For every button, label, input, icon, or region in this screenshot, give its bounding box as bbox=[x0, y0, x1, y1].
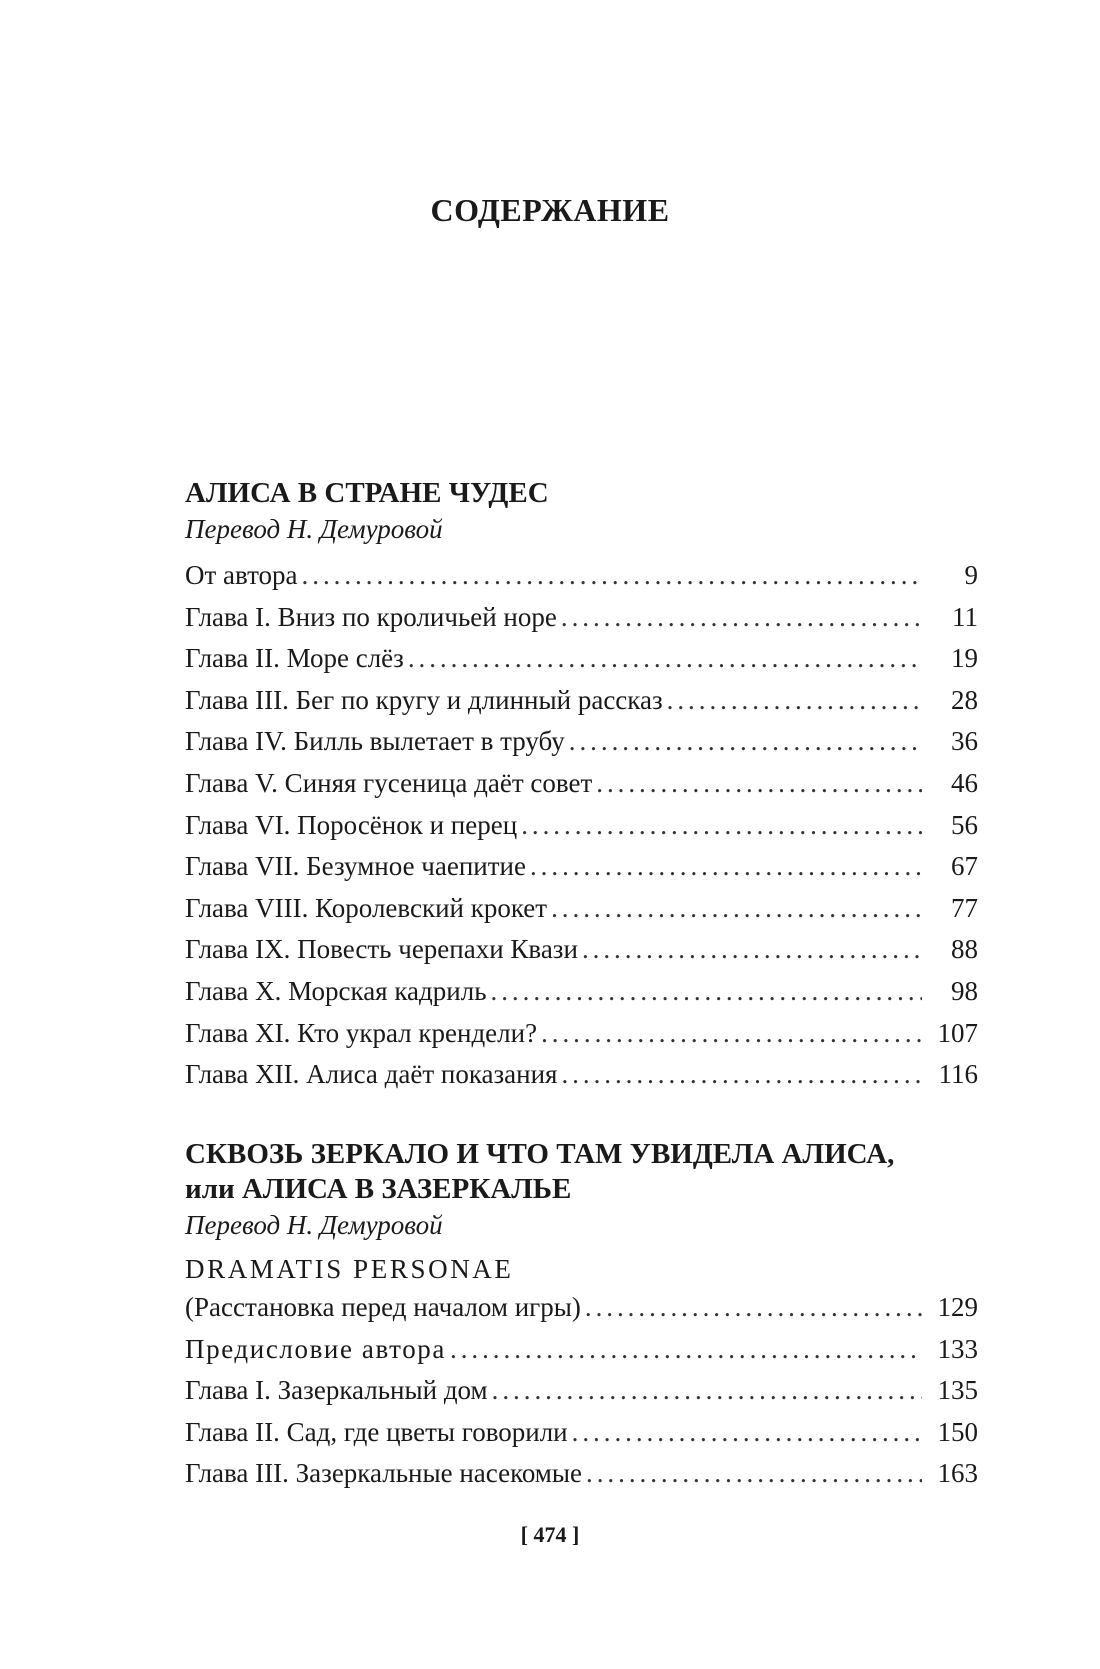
entry-page-number: 116 bbox=[938, 1059, 978, 1090]
entry-page-number: 77 bbox=[951, 892, 978, 923]
entry-label: Глава VIII. Королевский крокет bbox=[185, 892, 548, 923]
entry-page-number: 133 bbox=[937, 1333, 978, 1364]
entry-page-number: 9 bbox=[964, 560, 978, 590]
toc-entry[interactable] bbox=[185, 721, 978, 763]
section-subtitle: или АЛИСА В ЗАЗЕРКАЛЬЕ bbox=[185, 1173, 572, 1205]
entry-label: Глава II. Сад, где цветы говорили bbox=[185, 1416, 568, 1447]
entry-page-number: 11 bbox=[952, 601, 978, 632]
toc-section-wonderland bbox=[185, 476, 978, 1096]
dot-leader bbox=[596, 763, 922, 805]
entry-label: Глава XI. Кто украл крендели? bbox=[185, 1017, 538, 1048]
toc-entry[interactable] bbox=[185, 555, 978, 597]
section-title: СКВОЗЬ ЗЕРКАЛО И ЧТО ТАМ УВИДЕЛА АЛИСА, bbox=[185, 1138, 895, 1170]
entry-page-number: 46 bbox=[951, 767, 978, 798]
entry-label: Глава I. Вниз по кроличьей норе bbox=[185, 601, 557, 632]
toc-entry[interactable] bbox=[185, 638, 978, 680]
section-title: АЛИСА В СТРАНЕ ЧУДЕС bbox=[185, 477, 549, 509]
entry-page-number: 98 bbox=[951, 975, 978, 1006]
toc-entry[interactable] bbox=[185, 1370, 978, 1412]
dot-leader bbox=[530, 846, 922, 888]
dot-leader bbox=[450, 1329, 922, 1371]
toc-entry[interactable] bbox=[185, 1329, 978, 1371]
entry-page-number: 88 bbox=[951, 934, 978, 965]
entry-label: Предисловие автора bbox=[185, 1333, 446, 1364]
toc-entry[interactable] bbox=[185, 1453, 978, 1495]
entry-page-number: 67 bbox=[951, 851, 978, 882]
dot-leader bbox=[521, 805, 922, 847]
entry-label: Глава V. Синяя гусеница даёт совет bbox=[185, 767, 593, 798]
toc-entry[interactable] bbox=[185, 1054, 978, 1096]
dot-leader bbox=[667, 680, 922, 722]
entry-label: Глава XII. Алиса даёт показания bbox=[185, 1059, 558, 1090]
entry-label: Глава X. Морская кадриль bbox=[185, 975, 487, 1006]
entry-label: Глава I. Зазеркальный дом bbox=[185, 1375, 488, 1406]
entry-label: Глава VI. Поросёнок и перец bbox=[185, 809, 518, 840]
toc-entry[interactable] bbox=[185, 1287, 978, 1329]
toc-entry[interactable] bbox=[185, 846, 978, 888]
entry-page-number: 28 bbox=[951, 684, 978, 715]
entry-label: Глава III. Зазеркальные насекомые bbox=[185, 1458, 583, 1489]
entry-page-number: 135 bbox=[937, 1375, 978, 1406]
entry-label: От автора bbox=[185, 560, 298, 590]
toc-entry[interactable] bbox=[185, 1412, 978, 1454]
entry-label: (Расстановка перед началом игры) bbox=[185, 1292, 581, 1322]
toc-entry[interactable] bbox=[185, 763, 978, 805]
entry-page-number: 129 bbox=[937, 1292, 978, 1322]
translator-credit: Перевод Н. Демуровой bbox=[185, 1210, 443, 1240]
entry-label: Глава II. Море слёз bbox=[185, 643, 404, 674]
dot-leader bbox=[551, 888, 922, 930]
dot-leader bbox=[586, 1453, 922, 1495]
toc-entry[interactable] bbox=[185, 680, 978, 722]
dramatis-personae-heading: DRAMATIS PERSONAE bbox=[185, 1254, 514, 1284]
dot-leader bbox=[561, 597, 922, 639]
dot-leader bbox=[572, 1412, 922, 1454]
dot-leader bbox=[582, 929, 922, 971]
entry-page-number: 19 bbox=[951, 643, 978, 674]
toc-entries bbox=[185, 1287, 978, 1495]
entry-label: Глава III. Бег по кругу и длинный рассказ bbox=[185, 684, 663, 715]
dot-leader bbox=[408, 638, 922, 680]
dot-leader bbox=[561, 1054, 922, 1096]
dot-leader bbox=[302, 555, 922, 597]
toc-entry[interactable] bbox=[185, 597, 978, 639]
entry-page-number: 150 bbox=[937, 1416, 978, 1447]
entry-page-number: 56 bbox=[951, 809, 978, 840]
toc-entry[interactable] bbox=[185, 1013, 978, 1055]
toc-entry[interactable] bbox=[185, 971, 978, 1013]
translator-credit: Перевод Н. Демуровой bbox=[185, 514, 443, 544]
toc-entry[interactable] bbox=[185, 805, 978, 847]
page-number: [ 474 ] bbox=[520, 1522, 580, 1547]
dot-leader bbox=[569, 721, 922, 763]
dot-leader bbox=[585, 1287, 922, 1329]
entry-page-number: 107 bbox=[937, 1017, 978, 1048]
toc-entries bbox=[185, 555, 978, 1096]
entry-label: Глава IX. Повесть черепахи Квази bbox=[185, 934, 578, 965]
entry-label: Глава IV. Билль вылетает в трубу bbox=[185, 726, 565, 757]
page-title: СОДЕРЖАНИЕ bbox=[430, 192, 670, 228]
toc-section-looking-glass bbox=[185, 1137, 978, 1495]
dot-leader bbox=[491, 971, 922, 1013]
dot-leader bbox=[492, 1370, 922, 1412]
toc-entry[interactable] bbox=[185, 888, 978, 930]
dot-leader bbox=[541, 1013, 922, 1055]
entry-page-number: 36 bbox=[951, 726, 978, 757]
entry-label: Глава VII. Безумное чаепитие bbox=[185, 851, 526, 882]
toc-entry[interactable] bbox=[185, 929, 978, 971]
entry-page-number: 163 bbox=[937, 1458, 978, 1489]
